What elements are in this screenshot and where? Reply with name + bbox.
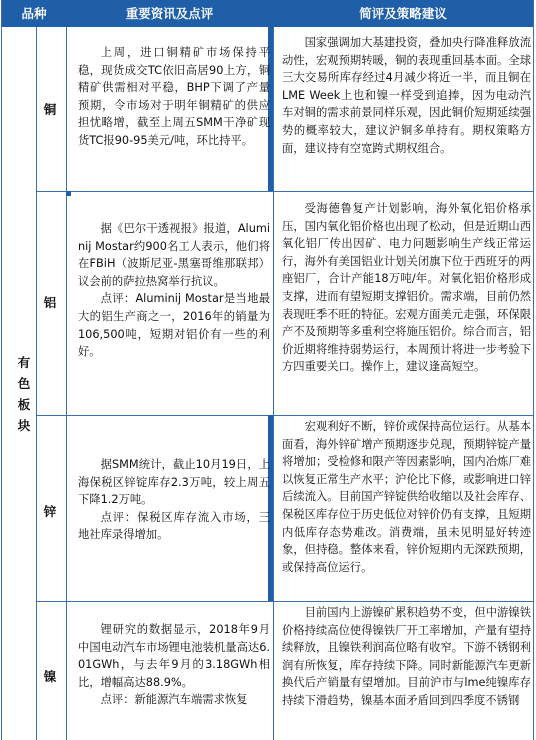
table-header <box>2 0 533 27</box>
news-cell <box>78 456 270 544</box>
accent-bar <box>66 191 71 196</box>
metal-label: 镍 <box>43 669 57 684</box>
news-comment: 点评：保税区库存流入市场，三地社库录得增加。 <box>78 510 270 542</box>
metal-label: 铜 <box>43 102 57 117</box>
news-paragraph: 据《巴尔干透视报》报道，Aluminij Mostar约900名工人表示，他们将在FBiH（波斯尼亚-黑塞哥维那联邦）议会前的萨拉热窝举行抗议。 <box>78 222 270 288</box>
commodity-table <box>1 0 534 740</box>
strategy-cell: 目前国内上游镍矿累积趋势不变，但中游镍铁价格持续高位使得镍铁厂开工率增加，产量有望持续释放，且镍铁利润高位略有收窄。下游不锈钢利润有所恢复，库存持续下降。同时新能源汽车更新换代后产销量有望增加。目前沪市与lme纯镍库存持续下滑趋势，镍基本面矛盾回到四季度不锈钢 <box>282 606 531 707</box>
column-divider <box>36 27 37 740</box>
news-paragraph: 锂研究的数据显示，2018年9月中国电动汽车市场锂电池装机量高达6.01GWh，与去年9月的3.18GWh相比，增幅高达88.9%。 <box>78 623 270 689</box>
header-news: 重要资讯及点评 <box>125 6 214 21</box>
row-divider <box>36 415 533 416</box>
news-cell <box>78 44 270 150</box>
news-cell <box>78 220 270 361</box>
row-divider <box>36 191 533 192</box>
news-cell <box>78 621 270 709</box>
news-comment: 点评：Aluminij Mostar是当地最大的铝生产商之一，2016年的销量为106,500吨，短期对铝价有一些的利好。 <box>78 292 270 359</box>
strategy-cell: 受海德鲁复产计划影响，海外氧化铝价格承压，国内氧化铝价格也出现了松动，但是近期山西氧化铝厂传出因矿、电力问题影响生产线正常运行，海外有美国铝业计划关闭旗下位于西班牙的两座铝厂，合计产能18万吨/年。对氧化铝价格形成支撑，进而有望短期支撑铝价。需求端，目前仍然表现旺季不旺的特征。宏观方面美元走强，环保限产不及预期等多重利空将施压铝价。综合而言，铝价近期将维持弱势运行，本周预计将进一步考验下方四重要关口。操作上，建议逢高短空。 <box>282 202 531 374</box>
metal-label: 铝 <box>43 295 57 310</box>
column-divider <box>273 27 274 740</box>
news-paragraph: 上周，进口铜精矿市场保持平稳，现货成交TC依旧高居90上方，铜精矿供需相对平稳，BHP下调了产量预期，令市场对于明年铜精矿的供应担忧略增，截至上周五SMM干净矿现货TC报90-95美元/吨，环比持平。 <box>78 46 270 147</box>
news-comment: 点评：新能源汽车端需求恢复 <box>100 693 248 707</box>
metal-label: 锌 <box>43 504 57 519</box>
row-divider <box>36 601 533 602</box>
strategy-cell: 宏观利好不断，锌价或保持高位运行。从基本面看，海外锌矿增产预期逐步兑现，预期锌锭产量将增加；受检修和限产等因素影响，国内冶炼厂难以恢复正常生产水平；沪伦比下修，或影响进口锌后续流入。目前国产锌锭供给收缩以及社会库存、保税区库存位于历史低位对锌价仍有支撑，且短期内低库存态势难改。消费端，虽未见明显好转迹象，但持稳。整体来看，锌价短期内无深跌预期，或保持高位运行。 <box>282 420 531 574</box>
column-divider <box>66 27 67 740</box>
news-paragraph: 据SMM统计，截止10月19日，上海保税区锌锭库存2.3万吨，较上周五下降1.2万吨。 <box>78 458 270 507</box>
header-strategy: 简评及策略建议 <box>359 6 447 21</box>
header-variety: 品种 <box>21 6 47 21</box>
sector-label: 有色板块 <box>17 355 31 433</box>
strategy-cell: 国家强调加大基建投资，叠加央行降准释放流动性，宏观预期转暖，铜的表现重回基本面。全球三大交易所库存经过4月减少将近一半，而且铜在LME Week上也和镍一样受到追捧，因为电动汽车对铜的需求前景同样乐观，因此铜价短期延续强势的概率较大，建议沪铜多单持有。期权策略方面，建议持有空宽跨式期权组合。 <box>282 36 531 155</box>
